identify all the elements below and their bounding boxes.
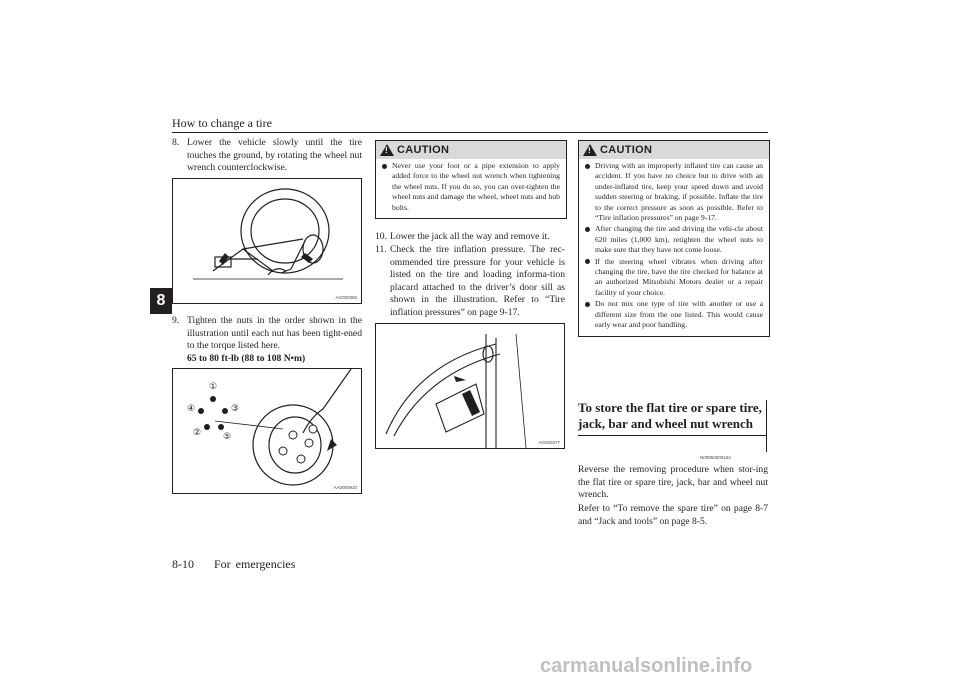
caution-title: CAUTION [600, 144, 653, 156]
jack-lowering-illustration [173, 179, 361, 303]
chapter-tab: 8 [150, 288, 172, 314]
caution-item [585, 161, 763, 223]
bullet-icon [585, 164, 590, 169]
footer-section: For emergencies [214, 557, 296, 571]
body-paragraph: Reverse the removing procedure when stor-ing the flat tire or spare tire, jack, bar and wheel nut wrench. [578, 464, 768, 501]
nut-label-2: ② [193, 428, 202, 438]
door-placard-illustration [376, 324, 564, 448]
jack-lowering-figure [172, 178, 362, 304]
section-heading-rule [766, 400, 767, 452]
step-10 [375, 231, 565, 244]
nut-tightening-illustration [173, 369, 361, 493]
step-8 [172, 137, 362, 175]
step-9 [172, 315, 362, 365]
page-footer [172, 557, 295, 572]
caution-item-text: Do not mix one type of tire with another or use a different size from the one listed. This would cause early wear and poor handling. [595, 299, 763, 330]
nut-tightening-figure [172, 368, 362, 494]
caution-item-text: If the steering wheel vibrates when driving after changing the tire, have the tire checked for balance at an authorized Mitsubishi Motors dealer or a repair facility of your choice. [595, 256, 763, 297]
bullet-icon [382, 164, 387, 169]
warning-triangle-icon [380, 144, 394, 156]
step-10-text: Lower the jack all the way and remove it. [390, 231, 550, 242]
caution-item [585, 299, 763, 330]
bullet-icon [585, 259, 590, 264]
warning-triangle-icon [583, 144, 597, 156]
figure-code: AG002677 [538, 440, 560, 445]
bullet-icon [585, 302, 590, 307]
body-paragraph: Refer to “To remove the spare tire” on page 8-7 and “Jack and tools” on page 8-5. [578, 503, 768, 527]
step-9-number: 9. [172, 315, 180, 326]
step-8-text: Lower the vehicle slowly until the tire touches the ground, by rotating the wheel nut wrench counterclockwise. [187, 137, 362, 174]
caution-item-text: Driving with an improperly inflated tire can cause an accident. If you have no choice but to drive with an under-inflated tire, keep your speed down and avoid sudden steering or braking, if possible. Inflate the tire to the correct pressure as soon as possible. Refer to “Tire inflation pressures” on page 9-17. [595, 161, 763, 223]
torque-spec: 65 to 80 ft-lb (88 to 108 N•m) [187, 352, 306, 364]
caution-box-right [578, 140, 770, 337]
caution-item [382, 161, 560, 213]
caution-header [579, 141, 769, 159]
document-code: N00850000162 [700, 455, 731, 460]
section-heading: To store the flat tire or spare tire, jack, bar and wheel nut wrench [578, 400, 766, 436]
page-number: 8-10 [172, 557, 194, 571]
nut-label-5: ⑤ [223, 432, 232, 442]
nut-label-3: ③ [231, 404, 240, 414]
step-10-number: 10. [375, 231, 387, 242]
bullet-icon [585, 227, 590, 232]
step-9-text: Tighten the nuts in the order shown in the illustration until each nut has been tight-ened to the torque listed here. [187, 315, 362, 352]
caution-header [376, 141, 566, 159]
caution-item [585, 257, 763, 299]
page-header-title: How to change a tire [172, 116, 272, 130]
header-rule [172, 132, 768, 133]
figure-code: AA0000910 [333, 485, 357, 490]
figure-code: AG000355 [335, 295, 357, 300]
step-11 [375, 244, 565, 320]
watermark: carmanualsonline.info [540, 655, 753, 677]
caution-title: CAUTION [397, 144, 450, 156]
nut-label-1: ① [209, 382, 218, 392]
step-8-number: 8. [172, 137, 180, 148]
caution-item-text: After changing the tire and driving the vehi-cle about 620 miles (1,000 km), retighten the wheel nuts to make sure that they have not come loose. [595, 224, 763, 255]
step-11-text: Check the tire inflation pressure. The rec-ommended tire pressure for your vehicle is listed on the tire and loading informa-tion placard attached to the driver’s door sill as shown in the illustration. Refer to “Tire inflation pressures” on page 9-17. [390, 244, 565, 318]
caution-item [585, 224, 763, 255]
step-11-number: 11. [375, 244, 387, 255]
caution-item-text: Never use your foot or a pipe extension to apply added force to the wheel nut wrench when tightening the wheel nuts. If you do so, you can over-tighten the wheel nuts and damage the wheel, wheel nuts and hub bolts. [392, 161, 560, 212]
door-placard-figure [375, 323, 565, 449]
nut-label-4: ④ [187, 404, 196, 414]
caution-box-middle [375, 140, 567, 219]
